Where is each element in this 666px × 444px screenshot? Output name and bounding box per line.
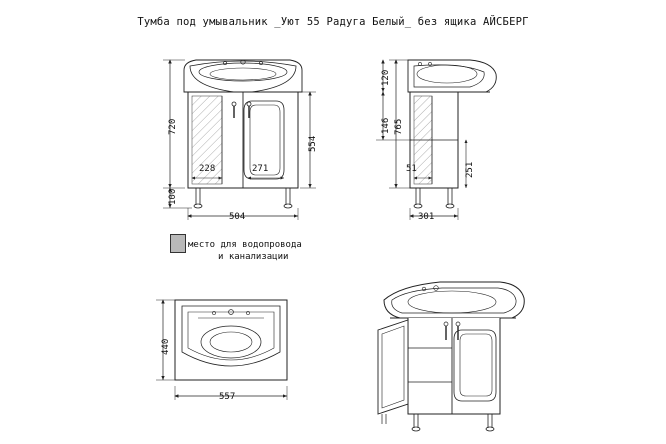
dim-side-height-top: 120 xyxy=(381,69,391,86)
dim-front-height-cabinet: 554 xyxy=(308,135,318,152)
page-title: Тумба под умывальник _Уют 55 Радуга Белый_ без ящика АЙСБЕРГ xyxy=(137,16,529,28)
dim-top-width: 557 xyxy=(219,392,236,402)
dim-side-height-mid: 146 xyxy=(381,117,391,134)
legend-line-2: и канализации xyxy=(218,252,289,262)
dim-front-height-legs: 100 xyxy=(168,188,178,205)
dim-side-height-total: 765 xyxy=(394,118,404,135)
iso-view-geometry xyxy=(378,282,524,431)
front-view-geometry xyxy=(184,60,302,208)
top-view-geometry xyxy=(175,300,287,380)
legend-line-1: место для водопровода xyxy=(188,240,302,250)
dim-front-width-total: 504 xyxy=(229,212,246,222)
dim-front-door-right: 271 xyxy=(252,164,269,174)
legend-swatch xyxy=(170,234,186,253)
dim-side-depth-inner: 51 xyxy=(406,164,417,174)
dim-front-door-left: 228 xyxy=(199,164,216,174)
dim-side-depth-shelf: 251 xyxy=(465,161,475,178)
dim-top-depth: 440 xyxy=(161,338,171,355)
dim-front-height-total: 720 xyxy=(168,118,178,135)
dim-side-depth-total: 301 xyxy=(418,212,435,222)
side-view-geometry xyxy=(408,60,496,208)
